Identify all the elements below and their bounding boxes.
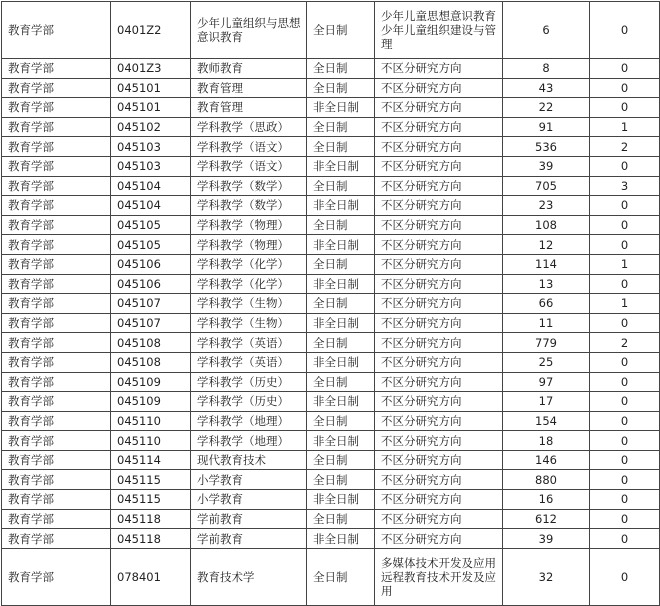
dept-cell: 教育学部	[2, 98, 111, 118]
table-row	[2, 411, 660, 431]
table-row	[2, 548, 660, 605]
count-cell: 66	[503, 294, 590, 314]
code-cell: 045118	[111, 509, 191, 529]
code-cell: 078401	[111, 548, 191, 605]
dept-cell: 教育学部	[2, 450, 111, 470]
count-cell: 114	[503, 254, 590, 274]
major-cell: 学前教育	[191, 509, 307, 529]
extra-count-cell: 0	[590, 235, 660, 255]
dept-cell: 教育学部	[2, 529, 111, 549]
research-direction-cell: 不区分研究方向	[375, 411, 503, 431]
code-cell: 045106	[111, 254, 191, 274]
study-mode-cell: 非全日制	[307, 98, 375, 118]
major-cell: 教育管理	[191, 98, 307, 118]
count-cell: 536	[503, 137, 590, 157]
dept-cell: 教育学部	[2, 176, 111, 196]
extra-count-cell: 0	[590, 2, 660, 59]
code-cell: 045102	[111, 117, 191, 137]
extra-count-cell: 0	[590, 196, 660, 216]
count-cell: 13	[503, 274, 590, 294]
research-direction-cell: 不区分研究方向	[375, 333, 503, 353]
count-cell: 17	[503, 392, 590, 412]
study-mode-cell: 全日制	[307, 372, 375, 392]
extra-count-cell: 0	[590, 352, 660, 372]
code-cell: 045108	[111, 333, 191, 353]
study-mode-cell: 全日制	[307, 450, 375, 470]
major-cell: 学科教学（语文）	[191, 156, 307, 176]
research-direction-cell: 不区分研究方向	[375, 117, 503, 137]
extra-count-cell: 1	[590, 254, 660, 274]
major-cell: 学科教学（生物）	[191, 294, 307, 314]
extra-count-cell: 0	[590, 411, 660, 431]
research-direction-cell: 不区分研究方向	[375, 450, 503, 470]
extra-count-cell: 0	[590, 470, 660, 490]
table-row	[2, 59, 660, 79]
research-direction-cell: 不区分研究方向	[375, 372, 503, 392]
count-cell: 32	[503, 548, 590, 605]
dept-cell: 教育学部	[2, 2, 111, 59]
major-cell: 学前教育	[191, 529, 307, 549]
count-cell: 25	[503, 352, 590, 372]
dept-cell: 教育学部	[2, 235, 111, 255]
code-cell: 045105	[111, 235, 191, 255]
research-direction-cell: 不区分研究方向	[375, 470, 503, 490]
table-row	[2, 274, 660, 294]
count-cell: 22	[503, 98, 590, 118]
major-cell: 学科教学（化学）	[191, 254, 307, 274]
code-cell: 045101	[111, 78, 191, 98]
count-cell: 39	[503, 156, 590, 176]
dept-cell: 教育学部	[2, 470, 111, 490]
study-mode-cell: 全日制	[307, 137, 375, 157]
dept-cell: 教育学部	[2, 274, 111, 294]
dept-cell: 教育学部	[2, 548, 111, 605]
research-direction-cell: 不区分研究方向	[375, 529, 503, 549]
table-row	[2, 137, 660, 157]
research-direction-cell: 不区分研究方向	[375, 509, 503, 529]
dept-cell: 教育学部	[2, 333, 111, 353]
extra-count-cell: 1	[590, 117, 660, 137]
code-cell: 045109	[111, 372, 191, 392]
count-cell: 23	[503, 196, 590, 216]
code-cell: 045110	[111, 431, 191, 451]
code-cell: 045105	[111, 215, 191, 235]
table-body	[2, 2, 660, 606]
study-mode-cell: 全日制	[307, 333, 375, 353]
dept-cell: 教育学部	[2, 137, 111, 157]
count-cell: 779	[503, 333, 590, 353]
research-direction-cell: 不区分研究方向	[375, 196, 503, 216]
table-row	[2, 294, 660, 314]
dept-cell: 教育学部	[2, 509, 111, 529]
major-cell: 少年儿童组织与思想意识教育	[191, 2, 307, 59]
research-direction-cell: 不区分研究方向	[375, 215, 503, 235]
study-mode-cell: 全日制	[307, 411, 375, 431]
table-row	[2, 372, 660, 392]
table-row	[2, 352, 660, 372]
code-cell: 045103	[111, 137, 191, 157]
major-cell: 学科教学（物理）	[191, 215, 307, 235]
table-row	[2, 98, 660, 118]
table-row	[2, 450, 660, 470]
code-cell: 045108	[111, 352, 191, 372]
count-cell: 43	[503, 78, 590, 98]
research-direction-cell: 不区分研究方向	[375, 431, 503, 451]
research-direction-cell: 不区分研究方向	[375, 352, 503, 372]
research-direction-cell: 不区分研究方向	[375, 176, 503, 196]
study-mode-cell: 全日制	[307, 2, 375, 59]
code-cell: 045114	[111, 450, 191, 470]
count-cell: 146	[503, 450, 590, 470]
count-cell: 11	[503, 313, 590, 333]
count-cell: 154	[503, 411, 590, 431]
major-cell: 教育管理	[191, 78, 307, 98]
dept-cell: 教育学部	[2, 313, 111, 333]
major-cell: 学科教学（地理）	[191, 431, 307, 451]
study-mode-cell: 全日制	[307, 548, 375, 605]
research-direction-cell: 不区分研究方向	[375, 137, 503, 157]
table-row	[2, 117, 660, 137]
code-cell: 045115	[111, 470, 191, 490]
table-row	[2, 333, 660, 353]
extra-count-cell: 2	[590, 333, 660, 353]
major-cell: 小学教育	[191, 490, 307, 510]
code-cell: 0401Z2	[111, 2, 191, 59]
extra-count-cell: 0	[590, 78, 660, 98]
count-cell: 12	[503, 235, 590, 255]
research-direction-cell: 不区分研究方向	[375, 392, 503, 412]
count-cell: 705	[503, 176, 590, 196]
major-cell: 学科教学（英语）	[191, 333, 307, 353]
major-cell: 学科教学（语文）	[191, 137, 307, 157]
extra-count-cell: 1	[590, 294, 660, 314]
major-cell: 教师教育	[191, 59, 307, 79]
major-cell: 学科教学（历史）	[191, 392, 307, 412]
code-cell: 045103	[111, 156, 191, 176]
research-direction-cell: 少年儿童思想意识教育 少年儿童组织建设与管理	[375, 2, 503, 59]
table-row	[2, 392, 660, 412]
table-row	[2, 78, 660, 98]
major-cell: 学科教学（生物）	[191, 313, 307, 333]
research-direction-cell: 不区分研究方向	[375, 254, 503, 274]
count-cell: 612	[503, 509, 590, 529]
study-mode-cell: 全日制	[307, 294, 375, 314]
count-cell: 39	[503, 529, 590, 549]
dept-cell: 教育学部	[2, 392, 111, 412]
extra-count-cell: 0	[590, 529, 660, 549]
code-cell: 045107	[111, 294, 191, 314]
table-row	[2, 490, 660, 510]
research-direction-cell: 不区分研究方向	[375, 156, 503, 176]
extra-count-cell: 0	[590, 392, 660, 412]
study-mode-cell: 全日制	[307, 176, 375, 196]
table-row	[2, 470, 660, 490]
table-row	[2, 431, 660, 451]
code-cell: 045110	[111, 411, 191, 431]
code-cell: 045109	[111, 392, 191, 412]
study-mode-cell: 非全日制	[307, 156, 375, 176]
major-cell: 学科教学（地理）	[191, 411, 307, 431]
admissions-table	[1, 1, 660, 606]
code-cell: 045104	[111, 176, 191, 196]
research-direction-cell: 不区分研究方向	[375, 274, 503, 294]
study-mode-cell: 非全日制	[307, 196, 375, 216]
major-cell: 现代教育技术	[191, 450, 307, 470]
table-row	[2, 176, 660, 196]
extra-count-cell: 0	[590, 59, 660, 79]
major-cell: 学科教学（数学）	[191, 176, 307, 196]
study-mode-cell: 非全日制	[307, 274, 375, 294]
code-cell: 045101	[111, 98, 191, 118]
table-row	[2, 529, 660, 549]
major-cell: 学科教学（英语）	[191, 352, 307, 372]
table-row	[2, 313, 660, 333]
table-row	[2, 196, 660, 216]
study-mode-cell: 非全日制	[307, 431, 375, 451]
table-row	[2, 509, 660, 529]
study-mode-cell: 全日制	[307, 78, 375, 98]
extra-count-cell: 0	[590, 509, 660, 529]
dept-cell: 教育学部	[2, 490, 111, 510]
code-cell: 045106	[111, 274, 191, 294]
dept-cell: 教育学部	[2, 156, 111, 176]
dept-cell: 教育学部	[2, 352, 111, 372]
extra-count-cell: 0	[590, 490, 660, 510]
study-mode-cell: 全日制	[307, 509, 375, 529]
extra-count-cell: 3	[590, 176, 660, 196]
research-direction-cell: 不区分研究方向	[375, 98, 503, 118]
research-direction-cell: 不区分研究方向	[375, 235, 503, 255]
study-mode-cell: 全日制	[307, 254, 375, 274]
study-mode-cell: 非全日制	[307, 313, 375, 333]
dept-cell: 教育学部	[2, 431, 111, 451]
table-row	[2, 235, 660, 255]
dept-cell: 教育学部	[2, 117, 111, 137]
dept-cell: 教育学部	[2, 59, 111, 79]
count-cell: 16	[503, 490, 590, 510]
study-mode-cell: 非全日制	[307, 235, 375, 255]
code-cell: 045118	[111, 529, 191, 549]
table-row	[2, 215, 660, 235]
study-mode-cell: 非全日制	[307, 529, 375, 549]
major-cell: 学科教学（思政）	[191, 117, 307, 137]
table-row	[2, 2, 660, 59]
dept-cell: 教育学部	[2, 372, 111, 392]
count-cell: 8	[503, 59, 590, 79]
study-mode-cell: 全日制	[307, 117, 375, 137]
research-direction-cell: 多媒体技术开发及应用 远程教育技术开发及应用	[375, 548, 503, 605]
count-cell: 18	[503, 431, 590, 451]
count-cell: 108	[503, 215, 590, 235]
major-cell: 学科教学（历史）	[191, 372, 307, 392]
extra-count-cell: 0	[590, 274, 660, 294]
count-cell: 97	[503, 372, 590, 392]
count-cell: 6	[503, 2, 590, 59]
code-cell: 045107	[111, 313, 191, 333]
code-cell: 045115	[111, 490, 191, 510]
extra-count-cell: 0	[590, 450, 660, 470]
extra-count-cell: 0	[590, 372, 660, 392]
major-cell: 学科教学（数学）	[191, 196, 307, 216]
extra-count-cell: 0	[590, 548, 660, 605]
research-direction-cell: 不区分研究方向	[375, 59, 503, 79]
study-mode-cell: 全日制	[307, 215, 375, 235]
research-direction-cell: 不区分研究方向	[375, 78, 503, 98]
extra-count-cell: 2	[590, 137, 660, 157]
extra-count-cell: 0	[590, 313, 660, 333]
dept-cell: 教育学部	[2, 196, 111, 216]
research-direction-cell: 不区分研究方向	[375, 490, 503, 510]
major-cell: 学科教学（化学）	[191, 274, 307, 294]
major-cell: 教育技术学	[191, 548, 307, 605]
extra-count-cell: 0	[590, 215, 660, 235]
code-cell: 0401Z3	[111, 59, 191, 79]
extra-count-cell: 0	[590, 156, 660, 176]
study-mode-cell: 非全日制	[307, 490, 375, 510]
table-row	[2, 254, 660, 274]
extra-count-cell: 0	[590, 431, 660, 451]
study-mode-cell: 全日制	[307, 59, 375, 79]
table-row	[2, 156, 660, 176]
count-cell: 880	[503, 470, 590, 490]
dept-cell: 教育学部	[2, 254, 111, 274]
extra-count-cell: 0	[590, 98, 660, 118]
study-mode-cell: 全日制	[307, 470, 375, 490]
major-cell: 小学教育	[191, 470, 307, 490]
research-direction-cell: 不区分研究方向	[375, 294, 503, 314]
dept-cell: 教育学部	[2, 294, 111, 314]
study-mode-cell: 非全日制	[307, 352, 375, 372]
major-cell: 学科教学（物理）	[191, 235, 307, 255]
dept-cell: 教育学部	[2, 215, 111, 235]
dept-cell: 教育学部	[2, 411, 111, 431]
code-cell: 045104	[111, 196, 191, 216]
count-cell: 91	[503, 117, 590, 137]
research-direction-cell: 不区分研究方向	[375, 313, 503, 333]
study-mode-cell: 非全日制	[307, 392, 375, 412]
dept-cell: 教育学部	[2, 78, 111, 98]
